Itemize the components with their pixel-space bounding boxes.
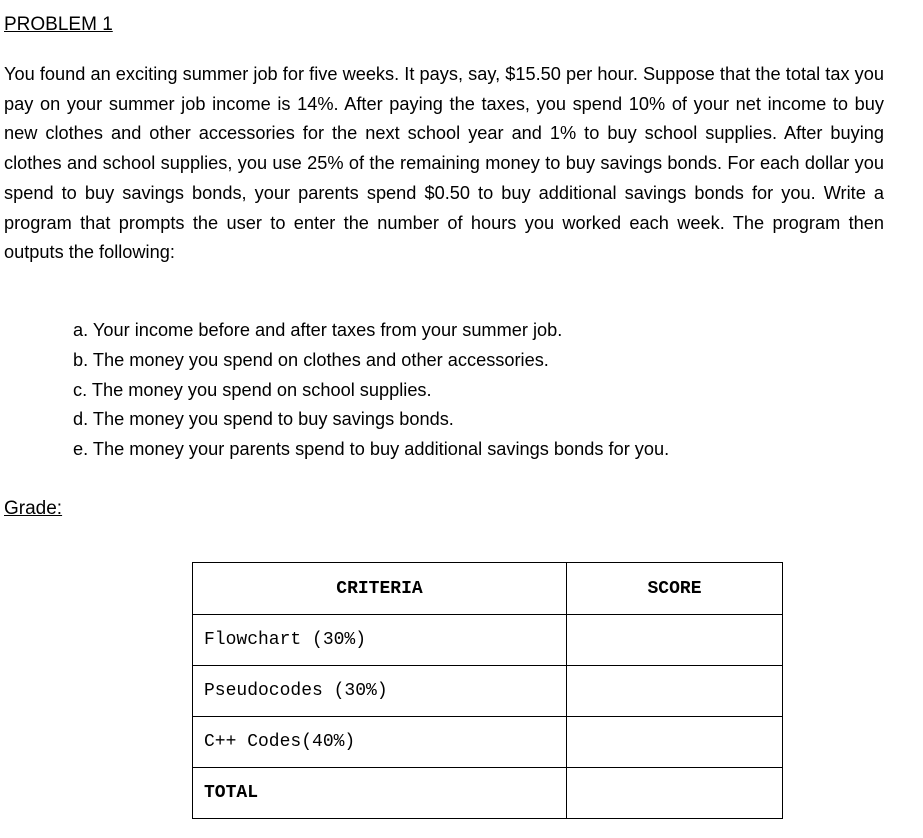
table-row bbox=[193, 615, 783, 666]
grade-label: Grade: bbox=[4, 498, 63, 519]
output-item-c: c. The money you spend on school supplies. bbox=[73, 379, 432, 400]
criteria-cell-cpp-codes: C++ Codes(40%) bbox=[193, 717, 567, 768]
score-cell-flowchart bbox=[567, 615, 783, 666]
score-cell-cpp-codes bbox=[567, 717, 783, 768]
criteria-header: CRITERIA bbox=[193, 563, 567, 615]
grade-table-header-row bbox=[193, 563, 783, 615]
problem-title: PROBLEM 1 bbox=[4, 14, 113, 35]
problem-description: You found an exciting summer job for five weeks. It pays, say, $15.50 per hour. Suppose that the total tax you pay on your summer job income is 14%. After paying the taxes, you spend 10% of your net income to buy new clothes and other accessories for the next school year and 1% to buy school supplies. After buying clothes and school supplies, you use 25% of the remaining money to buy savings bonds. For each dollar you spend to buy savings bonds, your parents spend $0.50 to buy additional savings bonds for you. Write a program that prompts the user to enter the number of hours you worked each week. The program then outputs the following: bbox=[4, 64, 884, 263]
output-item-e: e. The money your parents spend to buy additional savings bonds for you. bbox=[73, 439, 670, 460]
table-row bbox=[193, 768, 783, 819]
score-cell-pseudocodes bbox=[567, 666, 783, 717]
table-row bbox=[193, 666, 783, 717]
output-item-b: b. The money you spend on clothes and other accessories. bbox=[73, 349, 549, 370]
criteria-cell-pseudocodes: Pseudocodes (30%) bbox=[193, 666, 567, 717]
table-row bbox=[193, 717, 783, 768]
criteria-cell-total: TOTAL bbox=[193, 768, 567, 819]
score-cell-total bbox=[567, 768, 783, 819]
score-header: SCORE bbox=[567, 563, 783, 615]
grade-table bbox=[192, 562, 783, 819]
output-requirements-list bbox=[73, 316, 669, 465]
output-item-d: d. The money you spend to buy savings bonds. bbox=[73, 409, 454, 430]
criteria-cell-flowchart: Flowchart (30%) bbox=[193, 615, 567, 666]
output-item-a: a. Your income before and after taxes from your summer job. bbox=[73, 320, 563, 340]
